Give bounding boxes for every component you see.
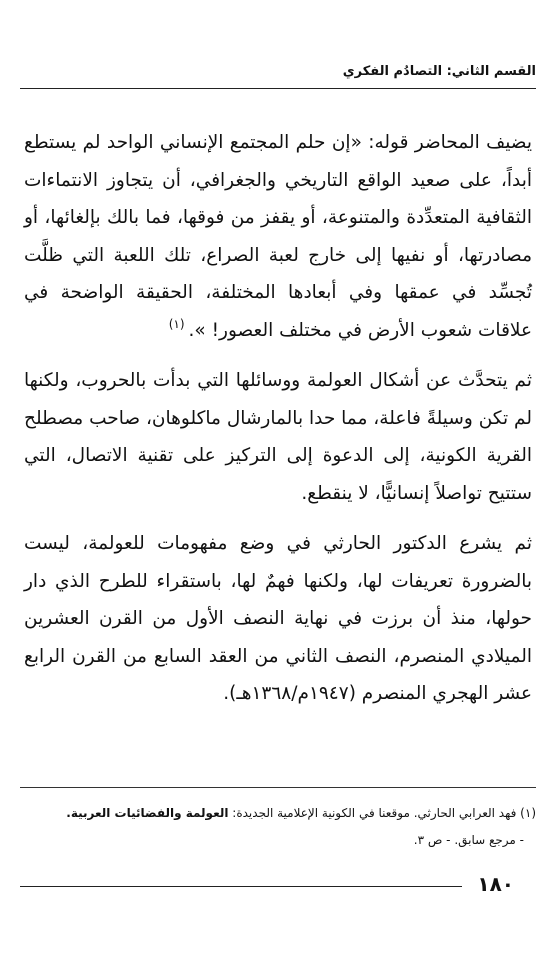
page-number: ١٨٠	[477, 872, 514, 896]
paragraph-forms-of-globalization: ثم يتحدَّث عن أشكال العولمة ووسائلها التي بدأت بالحروب، ولكنها لم تكن وسيلةً فاعلة، مما حدا بالمارشال ماكلوهان، صاحب مصطلح القرية الكونية، إلى الدعوة إلى التركيز على تقنية الاتصال، التي ستتيح تواصلاً إنسانيًّا، لا ينقطع.	[24, 370, 532, 504]
footer-divider	[20, 886, 462, 887]
main-text	[24, 124, 532, 713]
footnote-1-text: (١) فهد العرابي الحارثي. موقعنا في الكونية الإعلامية الجديدة:	[228, 806, 536, 820]
footnote-1-continuation: - مرجع سابق. - ص ٣.	[413, 833, 524, 847]
paragraph-definitions: ثم يشرع الدكتور الحارثي في وضع مفهومات للعولمة، ليست بالضرورة تعريفات لها، ولكنها فهمٌ لها، باستقراء للطرح الذي دار حولها، منذ أن برزت في نهاية النصف الأول من القرن العشرين الميلادي المنصرم، النصف الثاني من العقد السابع من القرن الرابع عشر الهجري المنصرم (١٩٤٧م/١٣٦٨هـ).	[24, 533, 532, 704]
footnote-divider	[20, 787, 536, 788]
footnote-1-title: العولمة والفضائيات العربية.	[66, 806, 229, 820]
footnote-reference: (١)	[168, 317, 185, 332]
header-divider	[20, 88, 536, 89]
footnote-1	[24, 800, 536, 827]
paragraph-quote	[24, 124, 532, 349]
paragraph-text: يضيف المحاضر قوله: «إن حلم المجتمع الإنساني الواحد لم يستطع أبداً، على صعيد الواقع التاريخي والجغرافي، أن يتجاوز الانتماءات الثقافية المتعدِّدة والمتنوعة، أو يقفز من فوقها، فما بالك بإلغائها، أو مصادرتها، أو نفيها إلى خارج لعبة الصراع، تلك اللعبة التي ظلَّت تُجسِّد في عمقها وفي أبعادها المختلفة، الحقيقة الواضحة في علاقات شعوب الأرض في مختلف العصور! ».	[24, 132, 532, 341]
footnotes	[24, 800, 536, 854]
running-header: القسم الثاني: التصادُم الفكري	[342, 64, 536, 79]
